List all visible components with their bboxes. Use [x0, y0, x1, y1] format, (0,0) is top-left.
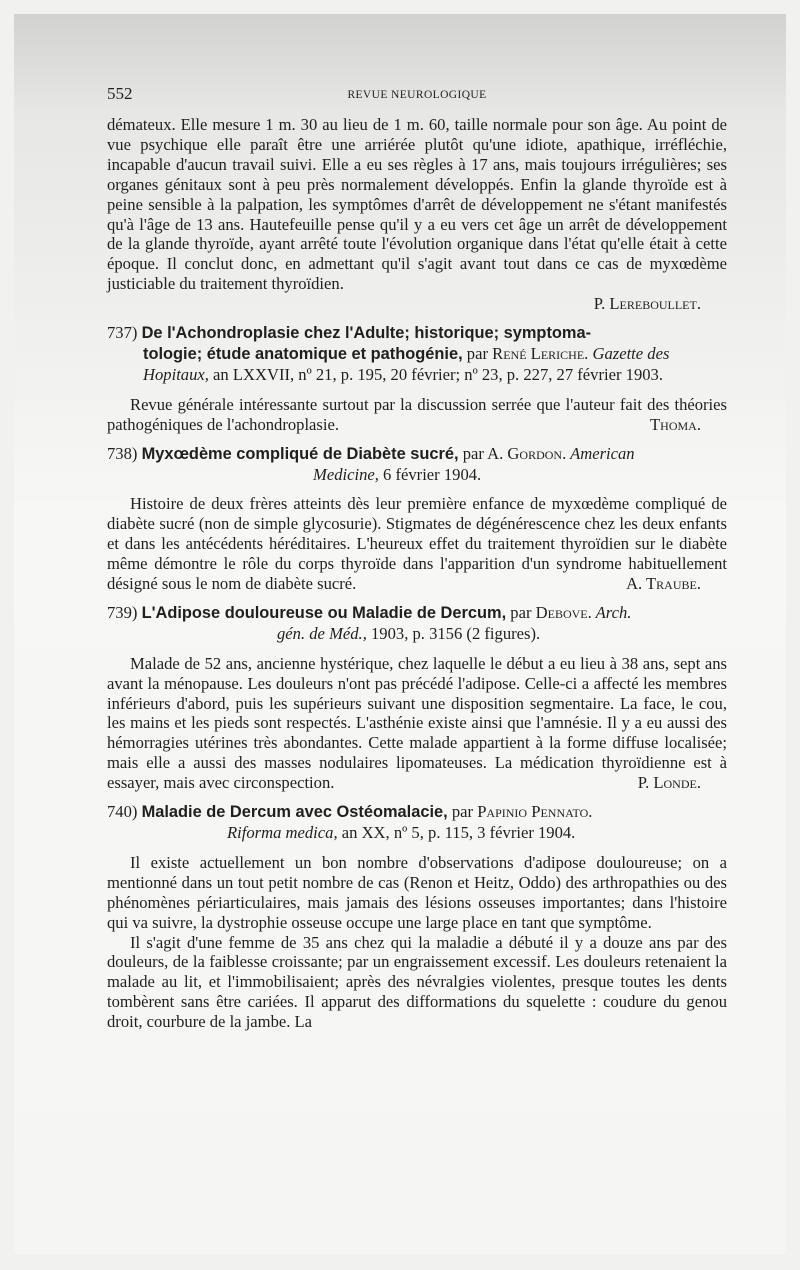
- journal-page: [107, 84, 727, 1032]
- article-739-reference: 1903, p. 3156 (2 figures).: [366, 623, 541, 643]
- article-737-by: par: [462, 343, 493, 363]
- article-738-by: par A.: [458, 443, 508, 463]
- article-737-body-wrap: [107, 395, 727, 435]
- article-739-author: Debove.: [535, 602, 592, 622]
- article-738-journal-cont: Medicine,: [313, 464, 379, 484]
- page-number: 552: [107, 84, 133, 103]
- article-737-number: 737): [107, 323, 138, 343]
- article-738-author: Gordon.: [507, 443, 567, 463]
- article-738-journal: American: [566, 443, 635, 463]
- article-739-number: 739): [107, 602, 138, 622]
- article-739-body: Malade de 52 ans, ancienne hystérique, chez laquelle le début a eu lieu à 38 ans, sept ans avant la ménopause. Les douleurs n'ont pas précédé l'adipose. Celle-ci a affecté les membres inférieurs d'abord, puis les supérieurs suivant une disposition segmentaire. La face, le cou, les mains et les pieds sont respectés. L'asthénie existe ainsi que l'amnésie. Il y a eu aussi des hémorragies utérines très abondantes. Cette malade appartient à la forme diffuse localisée; mais elle a aussi des masses nodulaires lipomateuses. La médication thyroïdienne est à essayer, mais avec circonspection.: [107, 653, 727, 793]
- article-738-body-wrap: [107, 494, 727, 594]
- article-740-body-paragraph-2: Il s'agit d'une femme de 35 ans chez qui la maladie a débuté il y a douze ans par des douleurs, de la faiblesse croissante; par un engraissement excessif. Les douleurs retenaient la malade au lit, et l'immobilisaient; après des névralgies violentes, presque toutes les dents tombèrent sans être cariées. Il apparut des difformations du squelette : coudure du genou droit, courbure de la jambe. La: [107, 932, 727, 1032]
- article-737-title-line1: De l'Achondroplasie chez l'Adulte; historique; symptoma-: [141, 324, 592, 343]
- article-737-heading: [107, 323, 727, 385]
- article-737-journal: Gazette des: [588, 343, 670, 363]
- article-737-signature: Thoma.: [650, 414, 701, 434]
- article-737-reference: an LXXVII, nº 21, p. 195, 20 février; nº 23, p. 227, 27 février 1903.: [208, 364, 663, 384]
- article-739-journal: Arch.: [591, 602, 632, 622]
- article-740-by: par: [447, 802, 478, 822]
- article-737-journal-cont: Hopitaux,: [143, 364, 209, 384]
- article-740-body-paragraph-1: Il existe actuellement un bon nombre d'observations d'adipose douloureuse; on a mentionné dans un tout petit nombre de cas (Renon et Heitz, Oddo) des arthropathies ou des phénomènes périarticulaires, mais jamais des lésions osseuses importantes; dans l'histoire qui va suivre, la dystrophie osseuse occupe une large place en tant que symptôme.: [107, 852, 727, 932]
- article-739-heading: [107, 603, 727, 644]
- article-740-number: 740): [107, 802, 138, 822]
- running-title: REVUE NEUROLOGIQUE: [347, 89, 487, 101]
- article-739-title: L'Adipose douloureuse ou Maladie de Dercum,: [141, 603, 507, 622]
- article-739-signature: P. Londe.: [637, 773, 701, 793]
- article-738-number: 738): [107, 443, 138, 463]
- article-738-title: Myxœdème compliqué de Diabète sucré,: [141, 444, 459, 463]
- article-738-reference: 6 février 1904.: [378, 464, 482, 484]
- article-737-title-line2: tologie; étude anatomique et pathogénie,: [143, 344, 463, 363]
- article-740-reference: an XX, nº 5, p. 115, 3 février 1904.: [337, 823, 576, 842]
- article-740-journal: Riforma medica,: [227, 823, 338, 842]
- article-740-title: Maladie de Dercum avec Ostéomalacie,: [141, 803, 448, 822]
- intro-signature: P. Lereboullet.: [593, 294, 701, 314]
- intro-paragraph: dématеux. Elle mesure 1 m. 30 au lieu de 1 m. 60, taille normale pour son âge. Au point de vue psychique elle paraît être une arriérée plutôt qu'une idiote, apathique, irréfléchie, incapable d'aucun travail suivi. Elle a eu ses règles à 17 ans, mais toujours irrégulières; ses organes génitaux sont à peu près normalement développés. Enfin la glande thyroïde est à peine sensible à la palpation, les symptômes d'arrêt de développement ne s'étant manifestés qu'à l'âge de 13 ans. Hautefeuille pense qu'il y a eu vers cet âge un arrêt de développement de la glande thyroïde, ayant arrêté toute l'évolution organique dans l'état qu'elle était à cette époque. Il conclut donc, en admettant qu'il s'agit avant tout dans ce cas de myxœdème justiciable du traitement thyroïdien.: [107, 115, 727, 294]
- article-737-body: Revue générale intéressante surtout par la discussion serrée que l'auteur fait des théories pathogéniques de l'achondroplasie.: [107, 394, 727, 434]
- article-739-by: par: [506, 602, 536, 622]
- article-740-author: Papinio Pennato.: [477, 802, 593, 822]
- article-740-heading: [107, 802, 727, 843]
- running-header: [107, 84, 727, 106]
- article-738-body: Histoire de deux frères atteints dès leur première enfance de myxœdème compliqué de diabète sucré (non de simple glycosurie). Stigmates de dégénérescence chez les deux enfants et dans les antécédents héréditaires. L'heureux effet du traitement thyroïdien sur le diabète même démontre le rôle du corps thyroïde dans l'apparition d'un syndrome habituellement désigné sous le nom de diabète sucré.: [107, 494, 727, 594]
- article-739-body-wrap: [107, 654, 727, 793]
- article-737-author: René Leriche.: [492, 343, 589, 363]
- article-739-journal-cont: gén. de Méd.,: [277, 623, 367, 643]
- article-738-signature: A. Traube.: [626, 574, 701, 594]
- article-738-heading: [107, 444, 727, 485]
